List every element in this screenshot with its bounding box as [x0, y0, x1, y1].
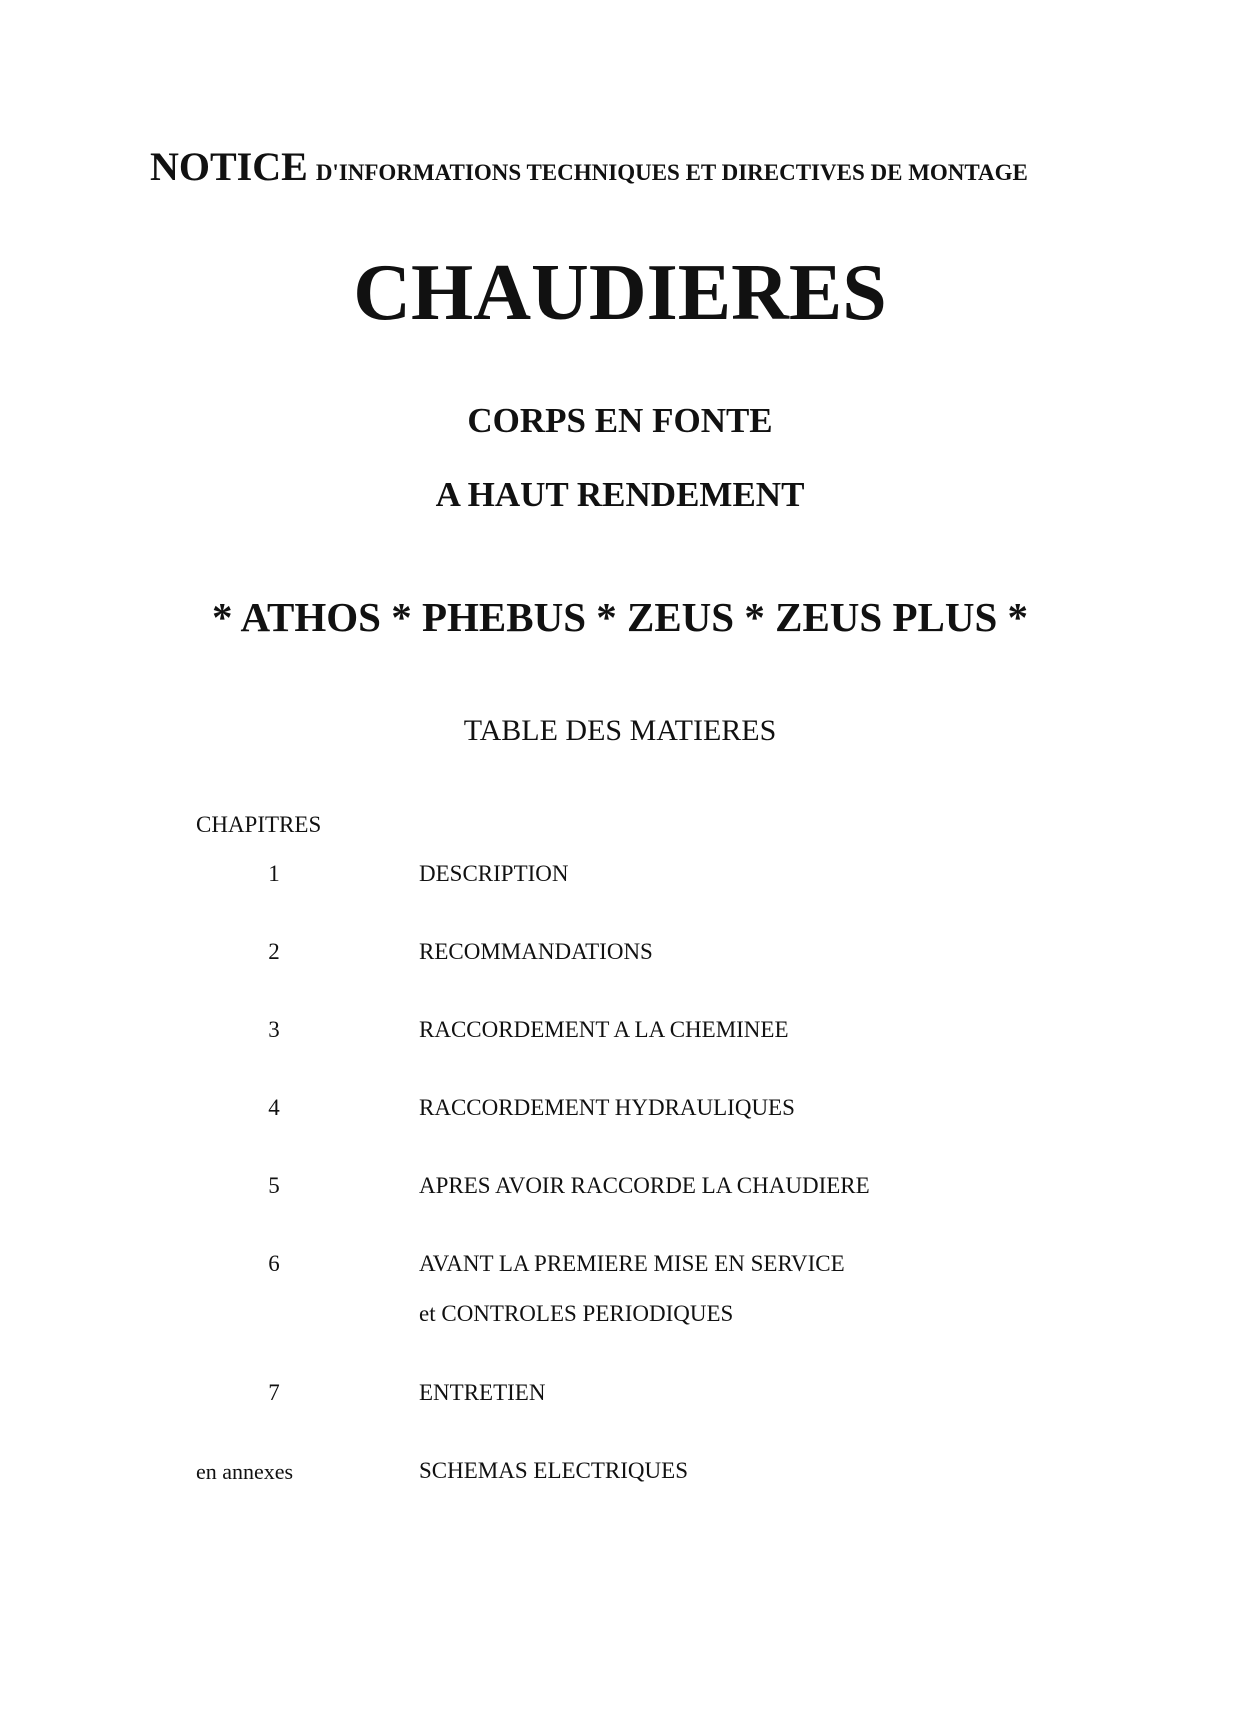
subheading-2: A HAUT RENDEMENT [435, 475, 805, 514]
toc-number: 2 [268, 939, 280, 964]
header-subtitle: D'INFORMATIONS TECHNIQUES ET DIRECTIVES DE MONTAGE [315, 160, 1028, 185]
toc-number: 7 [268, 1380, 280, 1405]
toc-number: 1 [268, 861, 280, 886]
toc-number: 6 [268, 1251, 280, 1276]
annex-label: en annexes [196, 1459, 294, 1484]
document-title: CHAUDIERES [353, 249, 887, 337]
models-line: * ATHOS * PHEBUS * ZEUS * ZEUS PLUS * [211, 594, 1029, 640]
toc-entry: ENTRETIEN [419, 1380, 546, 1405]
document-header [150, 143, 1028, 190]
subheading-1: CORPS EN FONTE [467, 401, 773, 440]
toc-number: 3 [268, 1017, 280, 1042]
chapters-label: CHAPITRES [196, 812, 322, 837]
toc-entry: DESCRIPTION [419, 861, 569, 886]
annex-entry: SCHEMAS ELECTRIQUES [419, 1458, 688, 1483]
toc-number: 4 [268, 1095, 280, 1120]
toc-number: 5 [268, 1173, 280, 1198]
toc-entry-continuation: et CONTROLES PERIODIQUES [419, 1301, 734, 1326]
toc-entry: RACCORDEMENT HYDRAULIQUES [419, 1095, 795, 1120]
toc-entry: APRES AVOIR RACCORDE LA CHAUDIERE [419, 1173, 870, 1198]
toc-title: TABLE DES MATIERES [463, 714, 777, 747]
toc-entry: RECOMMANDATIONS [419, 939, 653, 964]
toc-entry: RACCORDEMENT A LA CHEMINEE [419, 1017, 789, 1042]
toc-entry: AVANT LA PREMIERE MISE EN SERVICE [419, 1251, 845, 1276]
notice-label: NOTICE [150, 144, 308, 189]
